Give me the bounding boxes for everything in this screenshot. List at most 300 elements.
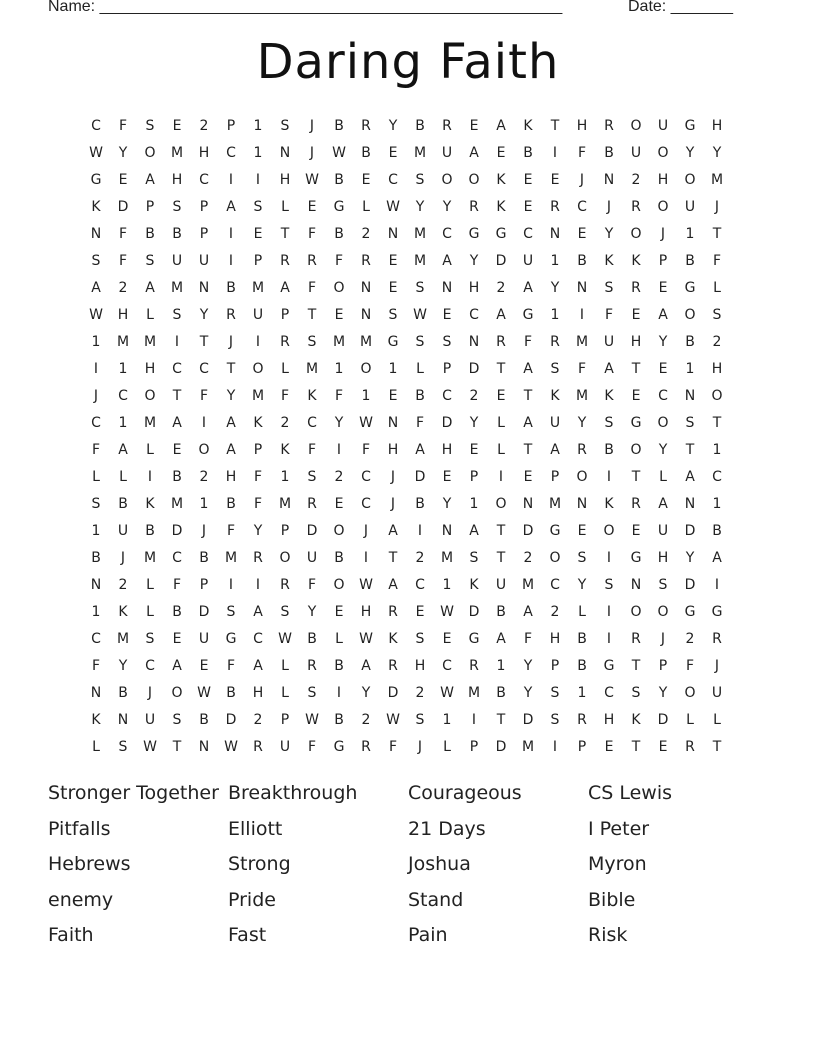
grid-letter: R (577, 441, 587, 458)
grid-letter: B (685, 252, 695, 269)
grid-letter: U (198, 630, 210, 647)
grid-letter: Y (415, 198, 425, 215)
grid-letter: S (307, 684, 317, 701)
grid-letter: A (253, 657, 263, 674)
date-field[interactable]: Date: _______ (628, 0, 733, 15)
grid-letter: U (495, 576, 507, 593)
grid-letter: L (281, 360, 289, 377)
grid-letter: F (307, 576, 317, 593)
grid-letter: S (91, 495, 101, 512)
grid-letter: N (90, 576, 102, 593)
grid-letter: T (523, 441, 533, 458)
grid-letter: 1 (361, 387, 371, 404)
grid-letter: I (336, 441, 342, 458)
grid-letter: G (495, 225, 507, 242)
grid-letter: B (334, 117, 344, 134)
grid-letter: E (469, 441, 479, 458)
grid-letter: P (253, 252, 263, 269)
grid-letter: M (359, 333, 373, 350)
grid-letter: M (521, 576, 535, 593)
grid-letter: W (224, 738, 238, 755)
word-list-item: Elliott (228, 817, 283, 840)
grid-letter: D (225, 711, 237, 728)
grid-letter: D (495, 738, 507, 755)
grid-letter: F (307, 441, 317, 458)
header-row (48, 0, 748, 20)
grid-letter: A (145, 279, 155, 296)
grid-letter: B (415, 495, 425, 512)
grid-letter: H (360, 603, 372, 620)
grid-letter: I (255, 333, 261, 350)
grid-letter: U (522, 252, 534, 269)
grid-letter: Y (442, 198, 452, 215)
grid-letter: K (631, 252, 641, 269)
grid-letter: D (522, 522, 534, 539)
grid-letter: 1 (118, 414, 128, 431)
grid-letter: M (224, 549, 238, 566)
grid-letter: T (496, 711, 506, 728)
grid-letter: A (172, 657, 182, 674)
grid-letter: N (441, 279, 453, 296)
grid-letter: B (172, 603, 182, 620)
grid-letter: B (712, 522, 722, 539)
grid-letter: E (523, 171, 533, 188)
grid-letter: D (495, 252, 507, 269)
grid-letter: M (548, 495, 562, 512)
grid-letter: I (714, 576, 720, 593)
grid-letter: J (120, 549, 126, 566)
grid-letter: F (118, 117, 128, 134)
grid-letter: I (363, 549, 369, 566)
grid-letter: 2 (469, 387, 479, 404)
grid-letter: U (657, 117, 669, 134)
grid-letter: R (496, 333, 506, 350)
grid-letter: E (577, 225, 587, 242)
grid-letter: C (91, 414, 101, 431)
grid-letter: U (198, 252, 210, 269)
grid-letter: 2 (334, 468, 344, 485)
grid-letter: F (253, 468, 263, 485)
grid-letter: L (146, 576, 154, 593)
grid-letter: F (577, 144, 587, 161)
word-list-item: Pride (228, 888, 276, 911)
grid-letter: F (226, 657, 236, 674)
grid-letter: F (307, 738, 317, 755)
grid-letter: E (658, 738, 668, 755)
grid-letter: D (387, 684, 399, 701)
grid-letter: P (550, 657, 560, 674)
grid-letter: A (658, 306, 668, 323)
grid-letter: I (471, 711, 477, 728)
grid-letter: K (496, 171, 506, 188)
grid-letter: K (118, 603, 128, 620)
grid-letter: O (630, 117, 642, 134)
grid-letter: T (712, 414, 722, 431)
grid-letter: R (361, 117, 371, 134)
grid-letter: P (226, 117, 236, 134)
grid-letter: S (145, 630, 155, 647)
grid-letter: E (307, 198, 317, 215)
grid-letter: 2 (550, 603, 560, 620)
grid-letter: P (145, 198, 155, 215)
grid-letter: U (252, 306, 264, 323)
grid-letter: C (658, 387, 668, 404)
grid-letter: E (577, 522, 587, 539)
grid-letter: Y (658, 333, 668, 350)
grid-letter: G (603, 657, 615, 674)
grid-letter: 1 (91, 603, 101, 620)
grid-letter: R (388, 603, 398, 620)
grid-letter: 1 (253, 117, 263, 134)
grid-letter: C (442, 225, 452, 242)
grid-letter: L (362, 198, 370, 215)
grid-letter: L (281, 684, 289, 701)
grid-letter: M (251, 387, 265, 404)
grid-letter: A (550, 441, 560, 458)
grid-letter: J (309, 117, 315, 134)
grid-letter: C (361, 468, 371, 485)
grid-letter: D (684, 522, 696, 539)
grid-letter: C (550, 576, 560, 593)
word-list-item: Breakthrough (228, 782, 358, 804)
grid-letter: E (631, 306, 641, 323)
grid-letter: M (521, 738, 535, 755)
grid-letter: F (523, 630, 533, 647)
grid-letter: S (550, 360, 560, 377)
grid-letter: 1 (253, 144, 263, 161)
grid-letter: B (415, 117, 425, 134)
word-list-item: Pitfalls (48, 817, 111, 840)
grid-letter: S (91, 252, 101, 269)
grid-letter: B (334, 225, 344, 242)
grid-letter: L (497, 414, 505, 431)
grid-letter: O (468, 171, 480, 188)
grid-letter: H (117, 306, 129, 323)
grid-letter: D (171, 522, 183, 539)
grid-letter: O (333, 522, 345, 539)
grid-letter: U (171, 252, 183, 269)
grid-letter: I (606, 603, 612, 620)
grid-letter: W (359, 630, 373, 647)
grid-letter: O (657, 603, 669, 620)
grid-letter: E (496, 144, 506, 161)
grid-letter: F (334, 252, 344, 269)
grid-letter: C (172, 360, 182, 377)
grid-letter: S (172, 306, 182, 323)
grid-letter: O (333, 576, 345, 593)
grid-letter: M (710, 171, 724, 188)
grid-letter: W (332, 144, 346, 161)
grid-letter: O (252, 360, 264, 377)
grid-letter: L (281, 657, 289, 674)
grid-letter: S (280, 117, 290, 134)
grid-letter: R (253, 549, 263, 566)
word-list-item: Faith (48, 924, 94, 946)
grid-letter: K (496, 198, 506, 215)
grid-letter: J (606, 198, 612, 215)
word-list-item: Joshua (408, 853, 471, 875)
word-list-item: Courageous (408, 782, 522, 804)
grid-letter: Y (685, 549, 695, 566)
grid-letter: 2 (118, 279, 128, 296)
grid-letter: G (630, 549, 642, 566)
grid-letter: S (469, 549, 479, 566)
grid-letter: B (145, 225, 155, 242)
grid-letter: U (279, 738, 291, 755)
grid-letter: R (577, 711, 587, 728)
grid-letter: I (606, 468, 612, 485)
grid-letter: F (307, 279, 317, 296)
grid-letter: M (278, 495, 292, 512)
grid-letter: H (144, 360, 156, 377)
grid-letter: H (225, 468, 237, 485)
grid-letter: Y (307, 603, 317, 620)
grid-letter: Y (658, 684, 668, 701)
grid-letter: M (143, 549, 157, 566)
grid-letter: T (712, 225, 722, 242)
grid-letter: A (280, 279, 290, 296)
grid-letter: 2 (496, 279, 506, 296)
name-field[interactable]: Name: ____________________________________________________ (48, 0, 563, 15)
grid-letter: C (442, 387, 452, 404)
grid-letter: B (307, 630, 317, 647)
grid-letter: W (143, 738, 157, 755)
grid-letter: T (280, 225, 290, 242)
grid-letter: E (496, 387, 506, 404)
grid-letter: N (90, 225, 102, 242)
grid-letter: H (468, 279, 480, 296)
grid-letter: K (631, 711, 641, 728)
word-list-item: enemy (48, 888, 114, 911)
word-list (48, 779, 768, 957)
word-list-item: Pain (408, 924, 448, 946)
grid-letter: I (552, 738, 558, 755)
grid-letter: Y (199, 306, 209, 323)
grid-letter: N (387, 414, 399, 431)
grid-letter: E (604, 738, 614, 755)
grid-letter: A (469, 522, 479, 539)
grid-letter: I (174, 333, 180, 350)
grid-letter: E (334, 306, 344, 323)
grid-letter: O (630, 603, 642, 620)
grid-letter: F (91, 657, 101, 674)
grid-letter: F (226, 522, 236, 539)
grid-letter: N (603, 171, 615, 188)
grid-letter: T (631, 360, 641, 377)
grid-letter: Y (577, 414, 587, 431)
grid-letter: Y (469, 414, 479, 431)
grid-letter: M (143, 414, 157, 431)
grid-letter: 1 (577, 684, 587, 701)
grid-letter: R (307, 495, 317, 512)
grid-letter: A (388, 522, 398, 539)
grid-letter: M (116, 630, 130, 647)
grid-letter: B (604, 441, 614, 458)
grid-letter: O (603, 522, 615, 539)
grid-letter: G (684, 603, 696, 620)
grid-letter: G (684, 279, 696, 296)
grid-letter: L (281, 198, 289, 215)
grid-letter: F (253, 495, 263, 512)
grid-letter: H (441, 441, 453, 458)
grid-letter: S (118, 738, 128, 755)
grid-letter: B (334, 549, 344, 566)
grid-letter: I (228, 171, 234, 188)
grid-letter: S (172, 198, 182, 215)
grid-letter: G (522, 306, 534, 323)
grid-letter: E (442, 468, 452, 485)
grid-letter: O (360, 360, 372, 377)
grid-letter: 2 (631, 171, 641, 188)
grid-letter: C (226, 144, 236, 161)
grid-letter: R (307, 252, 317, 269)
grid-letter: C (604, 684, 614, 701)
grid-letter: F (712, 252, 722, 269)
grid-letter: T (199, 333, 209, 350)
grid-letter: C (172, 549, 182, 566)
grid-letter: P (577, 738, 587, 755)
grid-letter: T (172, 387, 182, 404)
grid-letter: G (684, 117, 696, 134)
grid-letter: B (118, 495, 128, 512)
grid-letter: G (468, 225, 480, 242)
grid-letter: O (171, 684, 183, 701)
word-list-item: Fast (228, 924, 267, 946)
grid-letter: N (630, 576, 642, 593)
grid-letter: J (390, 468, 396, 485)
grid-letter: E (118, 171, 128, 188)
grid-letter: L (146, 603, 154, 620)
grid-letter: K (523, 117, 533, 134)
grid-letter: S (388, 306, 398, 323)
grid-letter: A (658, 495, 668, 512)
grid-letter: A (226, 441, 236, 458)
grid-letter: F (415, 414, 425, 431)
grid-letter: R (631, 198, 641, 215)
grid-letter: P (550, 468, 560, 485)
grid-letter: P (280, 522, 290, 539)
grid-letter: P (199, 198, 209, 215)
grid-letter: J (660, 225, 666, 242)
grid-letter: K (91, 711, 101, 728)
grid-letter: S (550, 711, 560, 728)
grid-letter: P (442, 360, 452, 377)
grid-letter: O (711, 387, 723, 404)
grid-letter: B (172, 468, 182, 485)
grid-letter: K (604, 387, 614, 404)
grid-letter: F (685, 657, 695, 674)
grid-letter: S (712, 306, 722, 323)
grid-letter: N (549, 225, 561, 242)
grid-letter: F (280, 387, 290, 404)
grid-letter: I (93, 360, 99, 377)
grid-letter: R (550, 333, 560, 350)
grid-letter: Y (388, 117, 398, 134)
grid-letter: I (228, 225, 234, 242)
grid-letter: S (145, 252, 155, 269)
grid-letter: P (469, 468, 479, 485)
grid-letter: N (360, 306, 372, 323)
grid-letter: L (416, 360, 424, 377)
grid-letter: B (577, 630, 587, 647)
grid-letter: S (172, 711, 182, 728)
grid-letter: K (388, 630, 398, 647)
grid-letter: N (576, 495, 588, 512)
grid-letter: H (279, 171, 291, 188)
grid-letter: E (388, 252, 398, 269)
grid-letter: R (469, 198, 479, 215)
grid-letter: U (603, 333, 615, 350)
grid-letter: F (577, 360, 587, 377)
grid-letter: A (442, 252, 452, 269)
grid-letter: 1 (91, 522, 101, 539)
grid-letter: S (577, 549, 587, 566)
grid-letter: M (440, 549, 454, 566)
grid-letter: B (199, 711, 209, 728)
grid-letter: Y (118, 144, 128, 161)
grid-letter: B (226, 495, 236, 512)
grid-letter: O (549, 549, 561, 566)
grid-letter: L (497, 441, 505, 458)
grid-letter: C (199, 171, 209, 188)
grid-letter: C (361, 495, 371, 512)
grid-letter: E (523, 198, 533, 215)
grid-letter: E (658, 279, 668, 296)
grid-letter: M (413, 144, 427, 161)
grid-letter: B (604, 144, 614, 161)
grid-letter: T (307, 306, 317, 323)
grid-letter: U (441, 144, 453, 161)
grid-letter: 1 (199, 495, 209, 512)
grid-letter: E (334, 495, 344, 512)
grid-letter: W (359, 414, 373, 431)
grid-letter: R (604, 117, 614, 134)
grid-letter: T (685, 441, 695, 458)
grid-letter: O (495, 495, 507, 512)
grid-letter: E (631, 387, 641, 404)
grid-letter: M (413, 225, 427, 242)
grid-letter: N (684, 387, 696, 404)
grid-letter: L (119, 468, 127, 485)
grid-letter: H (711, 360, 723, 377)
grid-letter: 1 (91, 333, 101, 350)
grid-letter: Y (334, 414, 344, 431)
grid-letter: J (363, 522, 369, 539)
grid-letter: S (415, 171, 425, 188)
grid-letter: I (606, 630, 612, 647)
grid-letter: O (630, 225, 642, 242)
grid-letter: A (523, 360, 533, 377)
grid-letter: O (684, 171, 696, 188)
grid-letter: C (415, 576, 425, 593)
grid-letter: M (575, 387, 589, 404)
grid-letter: 1 (712, 495, 722, 512)
grid-letter: E (442, 306, 452, 323)
grid-letter: B (145, 522, 155, 539)
grid-letter: I (228, 252, 234, 269)
grid-letter: J (390, 495, 396, 512)
grid-letter: L (92, 738, 100, 755)
grid-letter: W (359, 576, 373, 593)
grid-letter: M (575, 333, 589, 350)
grid-letter: 1 (685, 225, 695, 242)
grid-letter: A (523, 414, 533, 431)
grid-letter: B (172, 225, 182, 242)
grid-letter: E (469, 117, 479, 134)
grid-letter: 1 (442, 711, 452, 728)
grid-letter: A (712, 549, 722, 566)
grid-letter: A (253, 603, 263, 620)
